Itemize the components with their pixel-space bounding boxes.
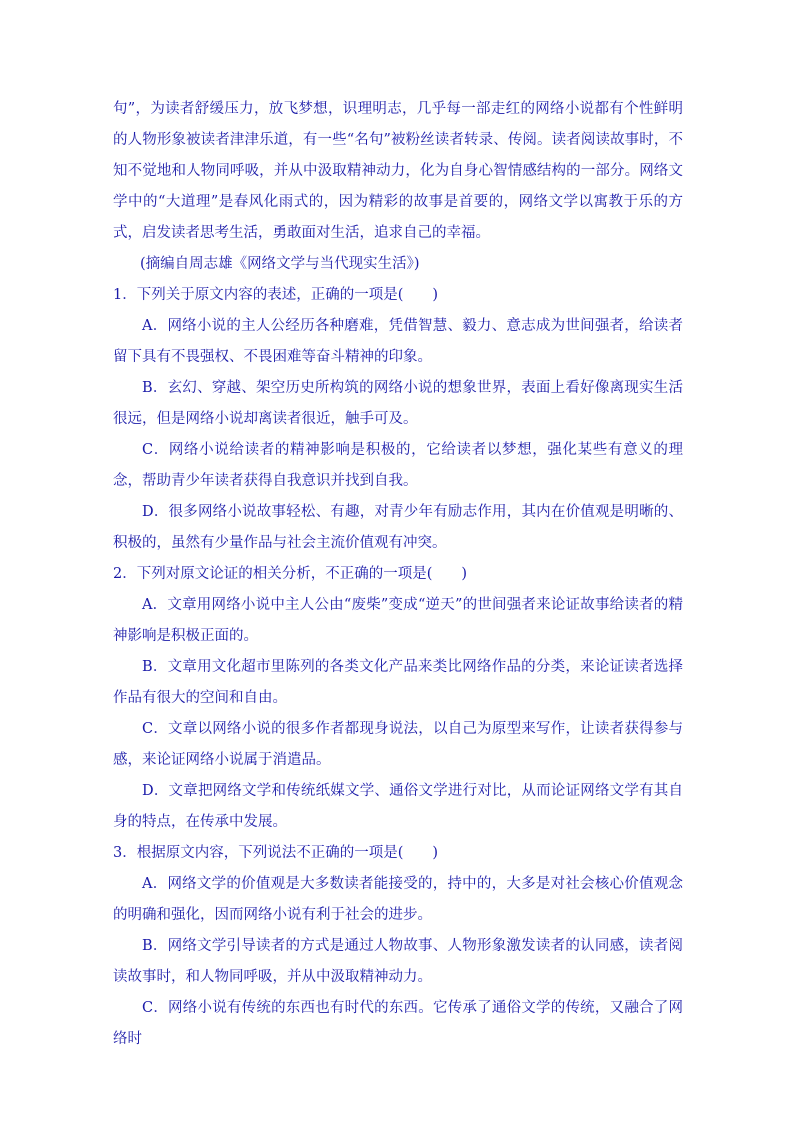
- question-3-option-a: A．网络文学的价值观是大多数读者能接受的，持中的，大多是对社会核心价值观念的明确和强化，因而网络小说有利于社会的进步。: [113, 876, 683, 923]
- question-2-stem: 2．下列对原文论证的相关分析，不正确的一项是( ): [113, 566, 468, 582]
- question-3-option-b: B．网络文学引导读者的方式是通过人物故事、人物形象激发读者的认同感，读者阅读故事时，和人物同呼吸，并从中汲取精神动力。: [113, 938, 683, 985]
- question-1-option-d: D．很多网络小说故事轻松、有趣，对青少年有励志作用，其内在价值观是明晰的、积极的，虽然有少量作品与社会主流价值观有冲突。: [113, 504, 683, 551]
- question-1-option-a: A．网络小说的主人公经历各种磨难，凭借智慧、毅力、意志成为世间强者，给读者留下具有不畏强权、不畏困难等奋斗精神的印象。: [113, 318, 683, 365]
- passage-source: (摘编自周志雄《网络文学与当代现实生活》): [140, 256, 420, 272]
- question-2-option-a: A．文章用网络小说中主人公由“废柴”变成“逆天”的世间强者来论证故事给读者的精神影响是积极正面的。: [113, 597, 683, 644]
- question-3-stem: 3．根据原文内容，下列说法不正确的一项是( ): [113, 845, 439, 861]
- question-2-option-c: C．文章以网络小说的很多作者都现身说法，以自己为原型来写作，让读者获得参与感，来论证网络小说属于消遣品。: [113, 721, 683, 768]
- question-2-option-b: B．文章用文化超市里陈列的各类文化产品来类比网络作品的分类，来论证读者选择作品有很大的空间和自由。: [113, 659, 683, 706]
- question-1-stem: 1．下列关于原文内容的表述，正确的一项是( ): [113, 287, 439, 303]
- document-page: [113, 94, 683, 1055]
- question-1-option-c: C．网络小说给读者的精神影响是积极的，它给读者以梦想，强化某些有意义的理念，帮助青少年读者获得自我意识并找到自我。: [113, 442, 683, 489]
- passage-paragraph: 句”，为读者舒缓压力，放飞梦想，识理明志，几乎每一部走红的网络小说都有个性鲜明的人物形象被读者津津乐道，有一些“名句”被粉丝读者转录、传阅。读者阅读故事时，不知不觉地和人物同呼吸，并从中汲取精神动力，化为自身心智情感结构的一部分。网络文学中的“大道理”是春风化雨式的，因为精彩的故事是首要的，网络文学以寓教于乐的方式，启发读者思考生活，勇敢面对生活，追求自己的幸福。: [113, 101, 683, 241]
- question-3-option-c: C．网络小说有传统的东西也有时代的东西。它传承了通俗文学的传统，又融合了网络时: [113, 1000, 683, 1047]
- question-2-option-d: D．文章把网络文学和传统纸媒文学、通俗文学进行对比，从而论证网络文学有其自身的特点，在传承中发展。: [113, 783, 683, 830]
- question-1-option-b: B．玄幻、穿越、架空历史所构筑的网络小说的想象世界，表面上看好像离现实生活很远，但是网络小说却离读者很近，触手可及。: [113, 380, 683, 427]
